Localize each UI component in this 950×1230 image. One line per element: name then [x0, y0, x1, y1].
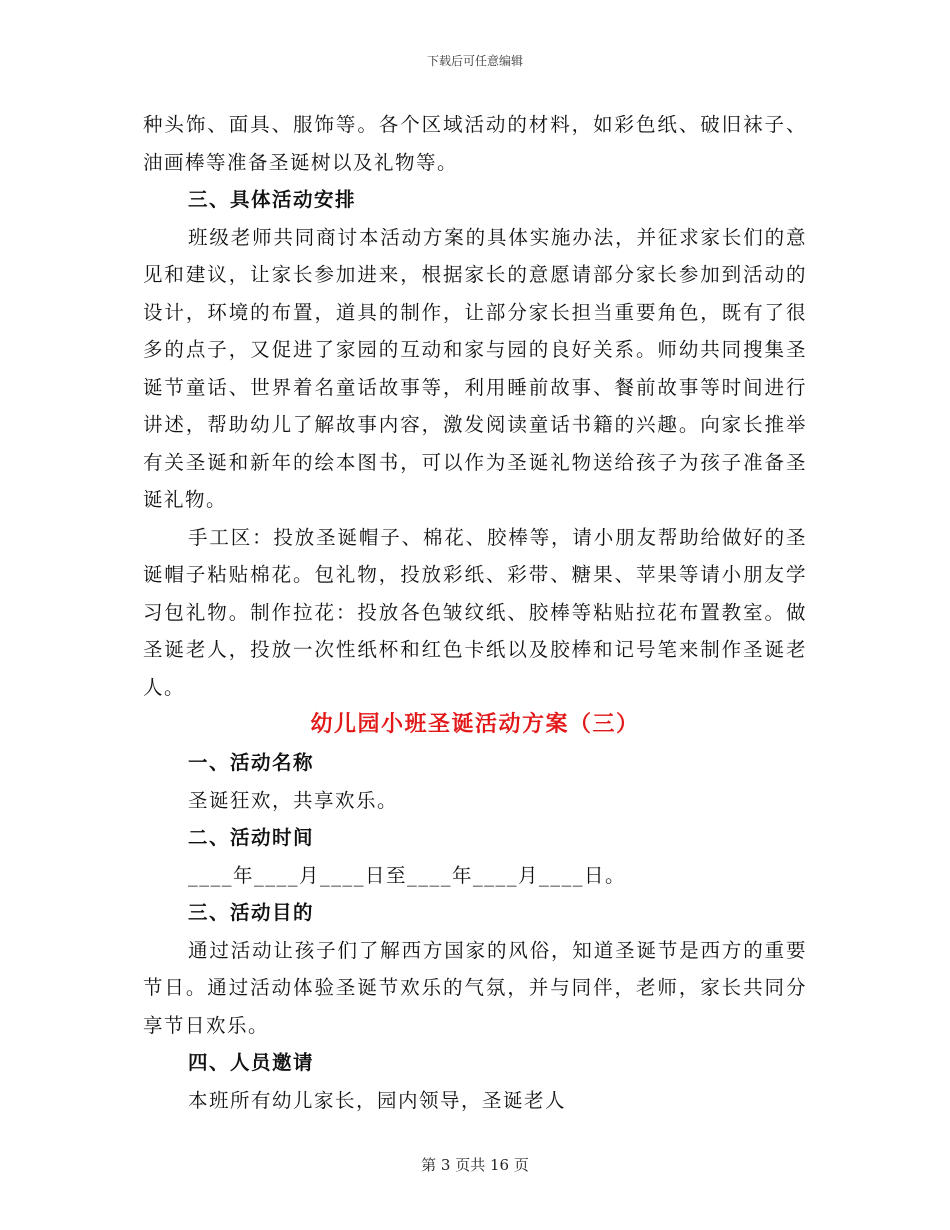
paragraph-invitations: 本班所有幼儿家长，园内领导，圣诞老人 — [188, 1088, 567, 1112]
paragraph-continued-materials: 种头饰、面具、服饰等。各个区域活动的材料，如彩色纸、破旧袜子、油画棒等准备圣诞树以及礼物等。 — [143, 113, 807, 174]
paragraph-craft-area: 手工区：投放圣诞帽子、棉花、胶棒等，请小朋友帮助给做好的圣诞帽子粘贴棉花。包礼物，投放彩纸、彩带、糖果、苹果等请小朋友学习包礼物。制作拉花：投放各色皱纹纸、胶棒等粘贴拉花布置教室。做圣诞老人，投放一次性纸杯和红色卡纸以及胶棒和记号笔来制作圣诞老人。 — [143, 525, 807, 699]
paragraph-activity-time: ____年____月____日至____年____月____日。 — [188, 863, 627, 887]
section-heading-invitations: 四、人员邀请 — [188, 1051, 315, 1074]
document-title: 幼儿园小班圣诞活动方案（三） — [310, 712, 640, 737]
section-heading-activity-purpose: 三、活动目的 — [188, 901, 315, 924]
paragraph-activity-purpose: 通过活动让孩子们了解西方国家的风俗，知道圣诞节是西方的重要节日。通过活动体验圣诞节欢乐的气氛，并与同伴，老师，家长共同分享节日欢乐。 — [143, 938, 807, 1037]
document-body — [143, 106, 807, 1119]
paragraph-activity-name: 圣诞狂欢，共享欢乐。 — [188, 788, 399, 812]
section-heading-activity-arrangement: 三、具体活动安排 — [188, 188, 357, 211]
section-heading-activity-name: 一、活动名称 — [188, 751, 315, 774]
page-footer: 第 3 页共 16 页 — [421, 1156, 529, 1174]
paragraph-arrangement-details: 班级老师共同商讨本活动方案的具体实施办法，并征求家长们的意见和建议，让家长参加进来，根据家长的意愿请部分家长参加到活动的设计，环境的布置，道具的制作，让部分家长担当重要角色，既有了很多的点子，又促进了家园的互动和家与园的良好关系。师幼共同搜集圣诞节童话、世界着名童话故事等，利用睡前故事、餐前故事等时间进行讲述，帮助幼儿了解故事内容，激发阅读童话书籍的兴趣。向家长推举有关圣诞和新年的绘本图书，可以作为圣诞礼物送给孩子为孩子准备圣诞礼物。 — [143, 225, 807, 511]
page-header: 下载后可任意编辑 — [426, 54, 523, 68]
section-heading-activity-time: 二、活动时间 — [188, 826, 315, 849]
